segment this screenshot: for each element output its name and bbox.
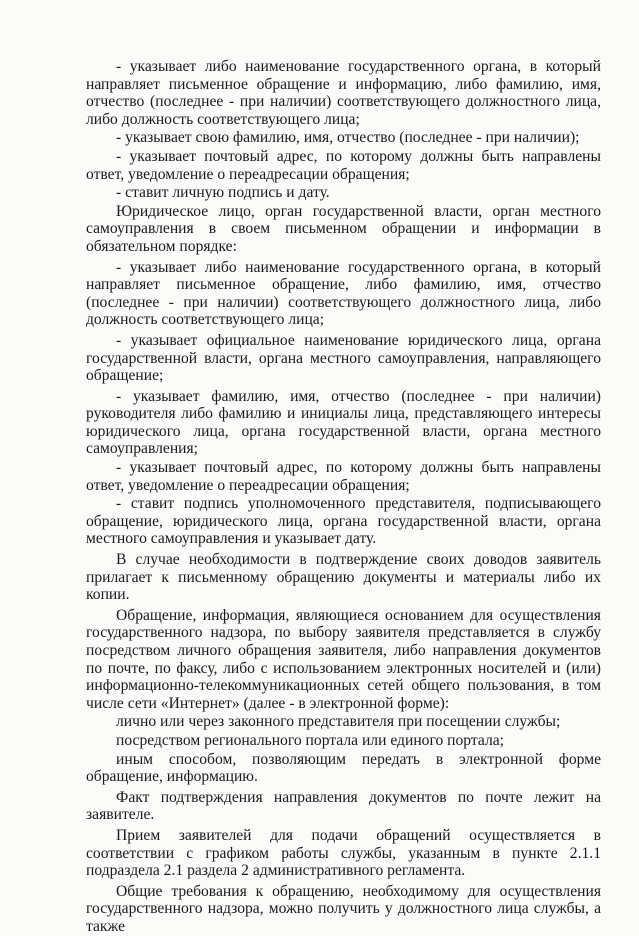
paragraph-submission-methods: Обращение, информация, являющиеся основанием для осуществления государственного надзора, по выбору заявителя представляется в службу посредством личного обращения заявителя, либо направления документов по почте, по факсу, либо с использованием электронных носителей и (или) информационно-телекоммуникационных сетей общего пользования, в том числе сети «Интернет» (далее - в электронной форме): xyxy=(86,606,601,712)
paragraph-legal-signature: - ставит подпись уполномоченного представителя, подписывающего обращение, юридического лица, органа государственной власти, органа местного самоуправления и указывает дату. xyxy=(86,495,601,548)
paragraph-indicates-agency-name: - указывает либо наименование государственного органа, в который направляет письменное обращение и информацию, либо фамилию, имя, отчество (последнее - при наличии) соответствующего должностного лица, либо должность соответствующего лица; xyxy=(86,58,601,128)
paragraph-attachments: В случае необходимости в подтверждение своих доводов заявитель прилагает к письменному обращению документы и материалы либо их копии. xyxy=(86,551,601,604)
paragraph-mail-confirmation: Факт подтверждения направления документов по почте лежит на заявителе. xyxy=(86,788,601,824)
paragraph-reception-schedule: Прием заявителей для подачи обращений осуществляется в соответствии с графиком работы службы, указанным в пункте 2.1.1 подраздела 2.1 раздела 2 административного регламента. xyxy=(86,826,601,880)
paragraph-in-person: лично или через законного представителя при посещении службы; xyxy=(116,713,561,731)
paragraph-legal-indicates-head-name: - указывает фамилию, имя, отчество (последнее - при наличии) руководителя либо фамилию и инициалы лица, представляющего интересы юридического лица, органа государственной власти, органа местного самоуправления; xyxy=(86,387,601,458)
paragraph-legal-entity-intro: Юридическое лицо, орган государственной власти, орган местного самоуправления в своем письменном обращении и информации в обязательном порядке: xyxy=(86,202,601,255)
paragraph-general-requirements: Общие требования к обращению, необходимому для осуществления государственного надзора, можно получить у должностного лица службы, а также xyxy=(86,882,601,935)
paragraph-legal-indicates-agency-name: - указывает либо наименование государственного органа, в который направляет письменное обращение, либо фамилию, имя, отчество (последнее - при наличии) соответствующего должностного лица, либо должность соответствующего лица; xyxy=(86,258,601,329)
paragraph-via-portal: посредством регионального портала или единого портала; xyxy=(116,731,504,749)
paragraph-other-method: иным способом, позволяющим передать в электронной форме обращение, информацию. xyxy=(86,750,601,786)
paragraph-indicates-postal-address: - указывает почтовый адрес, по которому должны быть направлены ответ, уведомление о переадресации обращения; xyxy=(86,147,601,183)
paragraph-legal-indicates-postal-address: - указывает почтовый адрес, по которому должны быть направлены ответ, уведомление о переадресации обращения; xyxy=(86,459,601,494)
paragraph-legal-indicates-official-name: - указывает официальное наименование юридического лица, органа государственной власти, органа местного самоуправления, направляющего обращение; xyxy=(86,331,601,385)
paragraph-indicates-own-name: - указывает свою фамилию, имя, отчество (последнее - при наличии); xyxy=(116,129,580,147)
paragraph-signature-and-date: - ставит личную подпись и дату. xyxy=(116,184,330,202)
